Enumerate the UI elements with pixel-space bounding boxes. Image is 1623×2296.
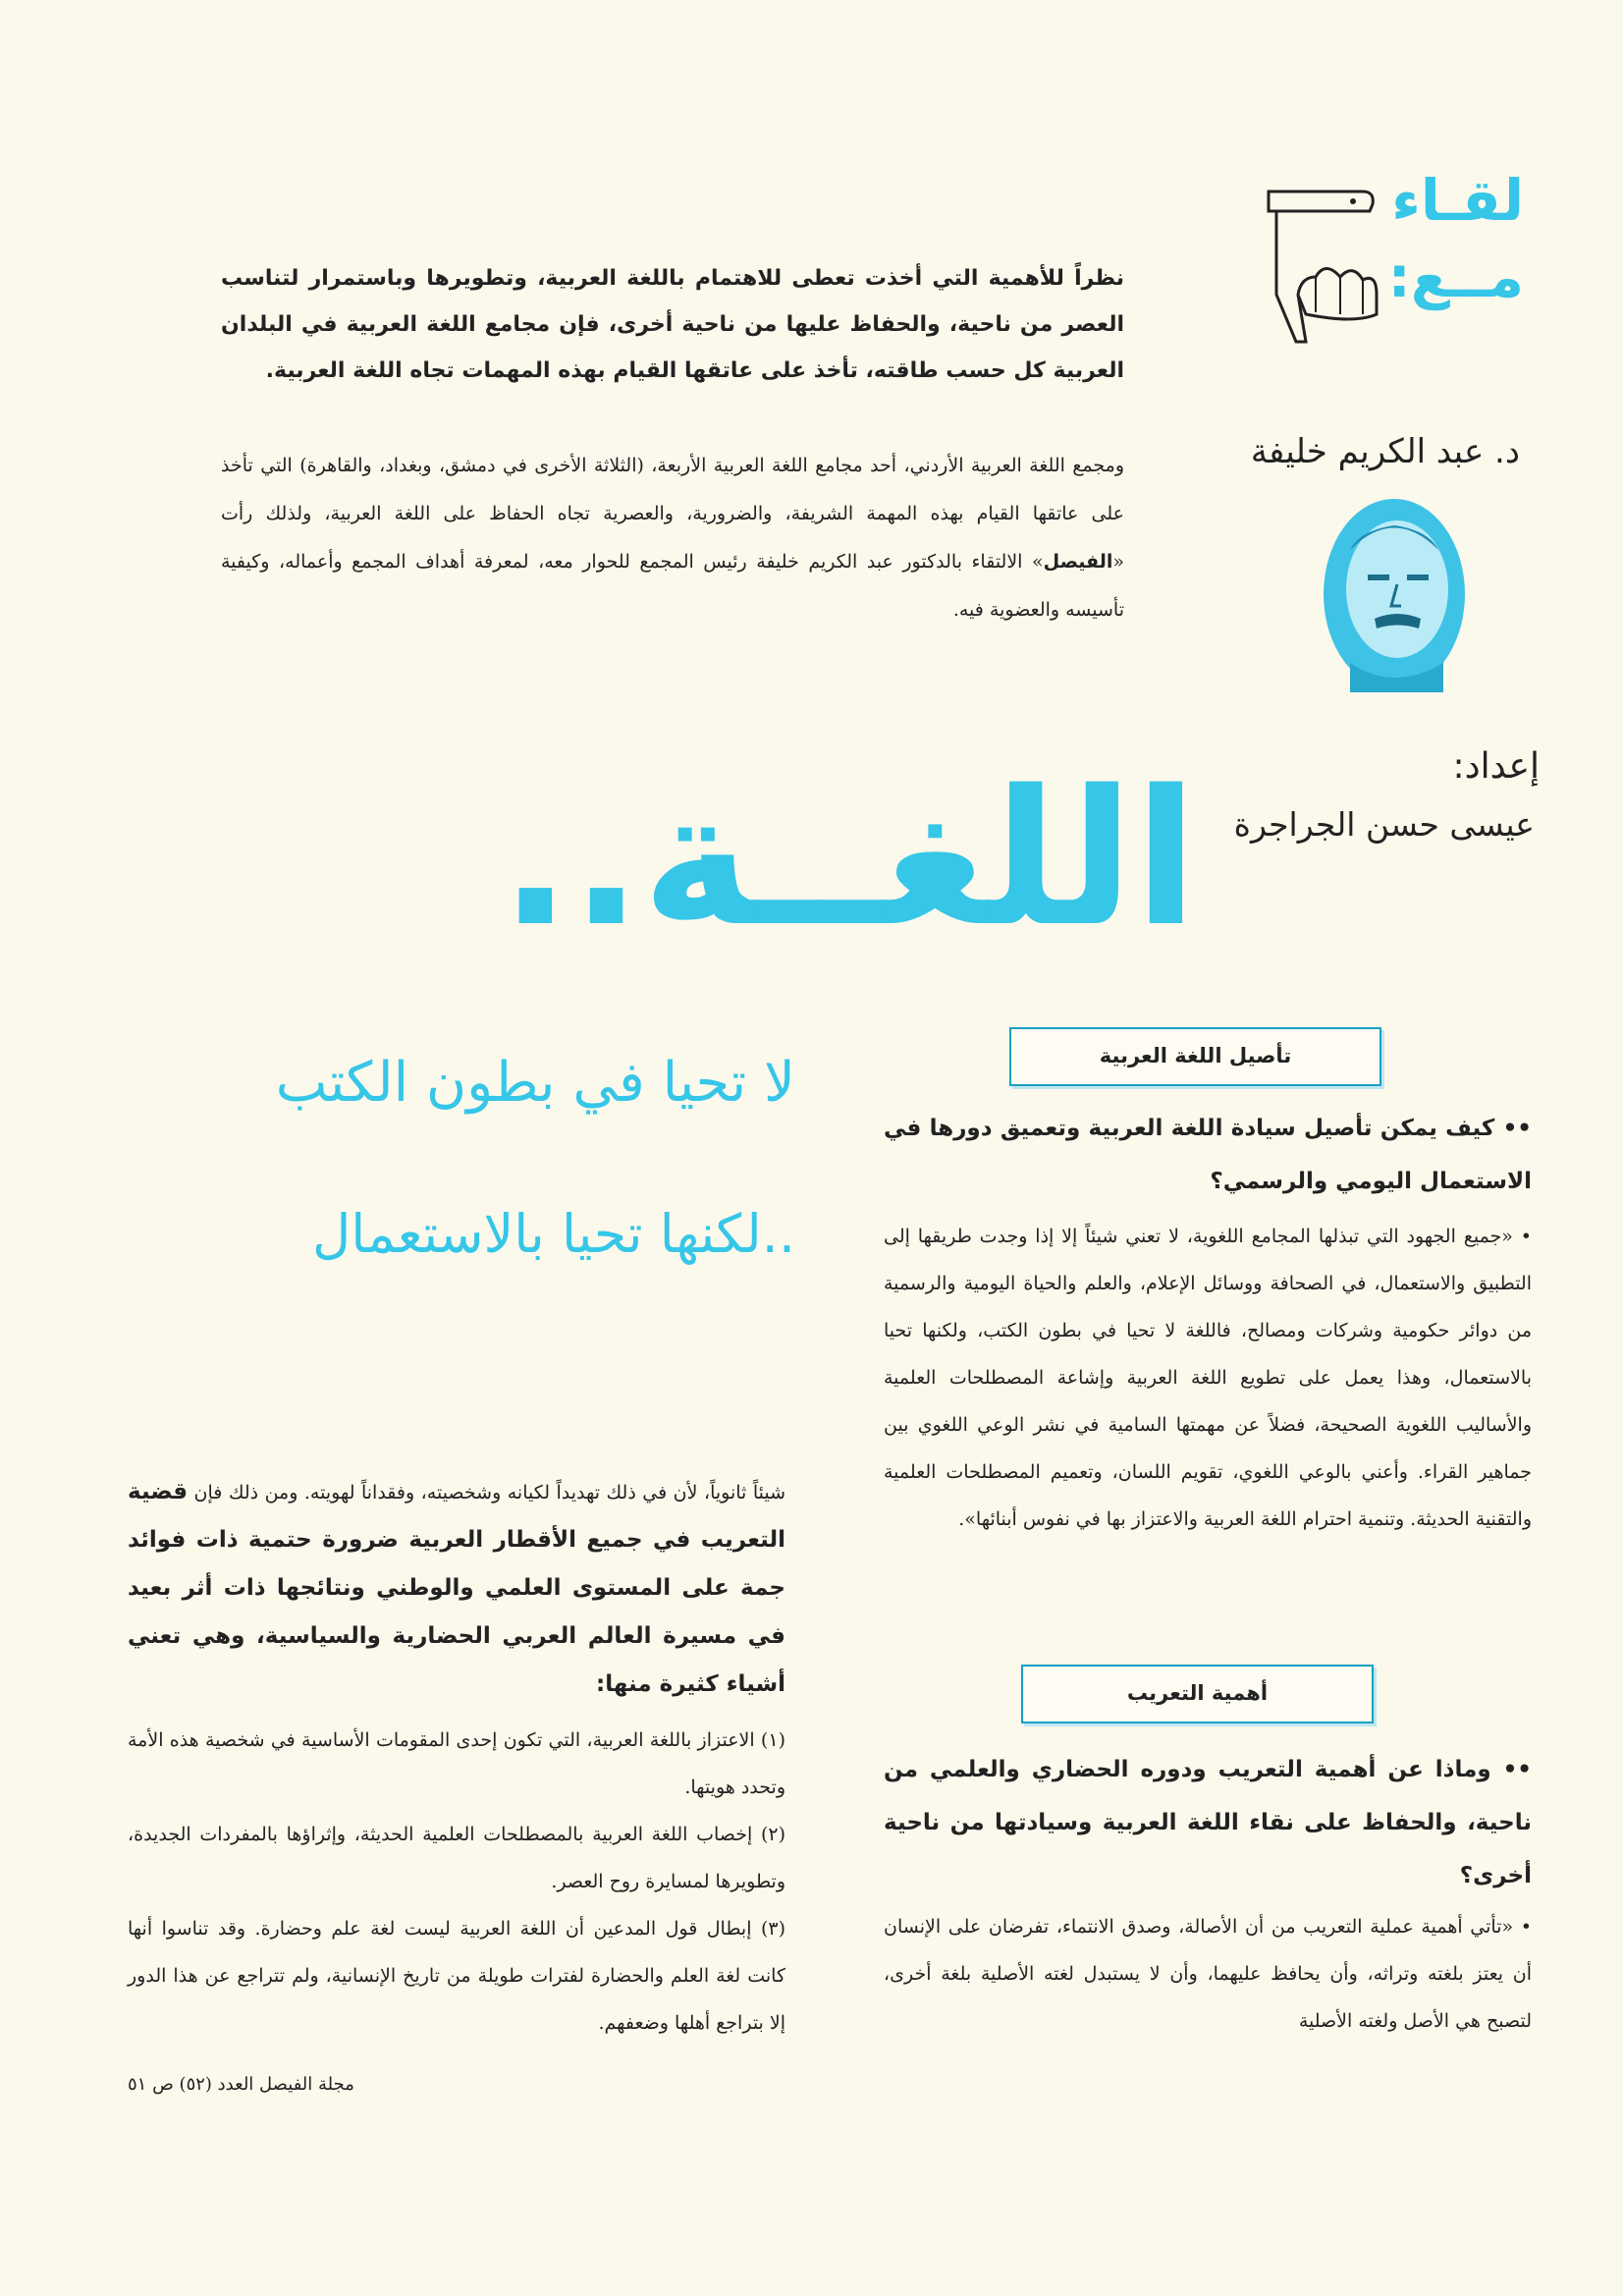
intro-text-start: ومجمع اللغة العربية الأردني، أحد مجامع اللغة العربية الأربعة، (الثلاثة الأخرى في دمشق، وبغداد، والقاهرة) التي تأخذ على عاتقها القيام بهذه المهمة الشريفة، والضرورية، والعصرية تجاه الحفاظ على اللغة العربية، ولذلك رأت « <box>221 455 1124 573</box>
hand-pen-icon <box>1247 167 1394 363</box>
magazine-name: الفيصل <box>1043 551 1113 573</box>
answer-1: • «جميع الجهود التي تبذلها المجامع اللغوية، لا تعني شيئاً إلا إذا وجدت طريقها إلى التطبيق والاستعمال، في الصحافة ووسائل الإعلام، والعلم والحياة اليومية والرسمية من دوائر حكومية وشركات ومصالح، فاللغة لا تحيا في بطون الكتب، ولكنها تحيا بالاستعمال، وهذا يعمل على تطويع اللغة العربية وإشاعة المصطلحات العلمية والأساليب اللغوية الصحيحة، فضلاً عن مهمتها السامية في نشر الوعي اللغوي بين جماهير القراء. وأعني بالوعي اللغوي، تقويم اللسان، وتعميم المصطلحات العلمية والتقنية الحديثة. وتنمية احترام اللغة العربية والاعتزاز بها في نفوس أبنائها». <box>884 1226 1532 1530</box>
answer-2: • «تأتي أهمية عملية التعريب من أن الأصالة، وصدق الانتماء، تفرضان على الإنسان أن يعتز بلغته وتراثه، وأن يحافظ عليهما، وأن لا يستبدل لغته الأصلية بلغة أخرى، لتصبح هي الأصل ولغته الأصلية <box>884 1916 1532 2032</box>
column-logo <box>1247 167 1542 363</box>
intro-text-end: » الالتقاء بالدكتور عبد الكريم خليفة رئيس المجمع للحوار معه، لمعرفة أهداف المجمع وأعماله، وكيفية تأسيسه والعضوية فيه. <box>221 551 1124 621</box>
question-1: •• كيف يمكن تأصيل سيادة اللغة العربية وتعميق دورها في الاستعمال اليومي والرسمي؟ <box>884 1116 1532 1194</box>
left-paragraph-1 <box>128 1468 785 1709</box>
intro-bold-paragraph: نظراً للأهمية التي أخذت تعطى للاهتمام باللغة العربية، وتطويرها وباستمرار لتناسب العصر من ناحية، والحفاظ عليها من ناحية أخرى، فإن مجامع اللغة العربية في البلدان العربية كل حسب طاقته، تأخذ على عاتقها القيام بهذه المهمات تجاه اللغة العربية. <box>221 266 1124 383</box>
intro-paragraph <box>221 442 1124 634</box>
column-title-line2: مــع: <box>1387 244 1524 310</box>
list-item-2: (٢) إخصاب اللغة العربية بالمصطلحات العلمية الحديثة، وإثراؤها بالمفردات الجديدة، وتطويرها لمسايرة روح العصر. <box>128 1824 785 1892</box>
question-2: •• وماذا عن أهمية التعريب ودوره الحضاري والعلمي من ناحية، والحفاظ على نقاء اللغة العربية وسيادتها من ناحية أخرى؟ <box>884 1757 1532 1888</box>
list-item-1: (١) الاعتزاز باللغة العربية، التي تكون إحدى المقومات الأساسية في شخصية هذه الأمة وتحدد هويتها. <box>128 1729 785 1798</box>
portrait-photo <box>1321 496 1468 692</box>
byline-label: إعداد: <box>1452 746 1540 787</box>
headline-line2: لا تحيا في بطون الكتب <box>275 1051 795 1115</box>
section-heading-2: أهمية التعريب <box>1021 1665 1374 1723</box>
headline-line3: ..لكنها تحيا بالاستعمال <box>312 1203 795 1265</box>
byline-author: عيسى حسن الجراجرة <box>1233 805 1535 844</box>
left-column <box>128 1468 785 2047</box>
left-paragraph-1-bold: قضية التعريب في جميع الأقطار العربية ضرورة حتمية ذات فوائد جمة على المستوى العلمي والوطني ونتائجها ذات أثر بعيد في مسيرة العالم العربي الحضارية والسياسية، وهي تعني أشياء كثيرة منها: <box>128 1479 785 1697</box>
headline-main: اللغــة.. <box>500 750 1198 967</box>
list-item-3: (٣) إبطال قول المدعين أن اللغة العربية ليست لغة علم وحضارة. وقد تناسوا أنها كانت لغة العلم والحضارة لفترات طويلة من تاريخ الإنسانية، ولم تتراجع عن هذا الدور إلا بتراجع أهلها وضعفهم. <box>128 1918 785 2034</box>
page-footer: مجلة الفيصل العدد (٥٢) ص ٥١ <box>128 2074 354 2095</box>
interviewee-name: د. عبد الكريم خليفة <box>1250 432 1520 471</box>
section-heading-1: تأصيل اللغة العربية <box>1009 1027 1381 1086</box>
column-title-line1: لقـاء <box>1391 167 1524 234</box>
left-paragraph-1-text: شيئاً ثانوياً، لأن في ذلك تهديداً لكيانه وشخصيته، وفقداناً لهويته. ومن ذلك فإن <box>193 1482 785 1503</box>
